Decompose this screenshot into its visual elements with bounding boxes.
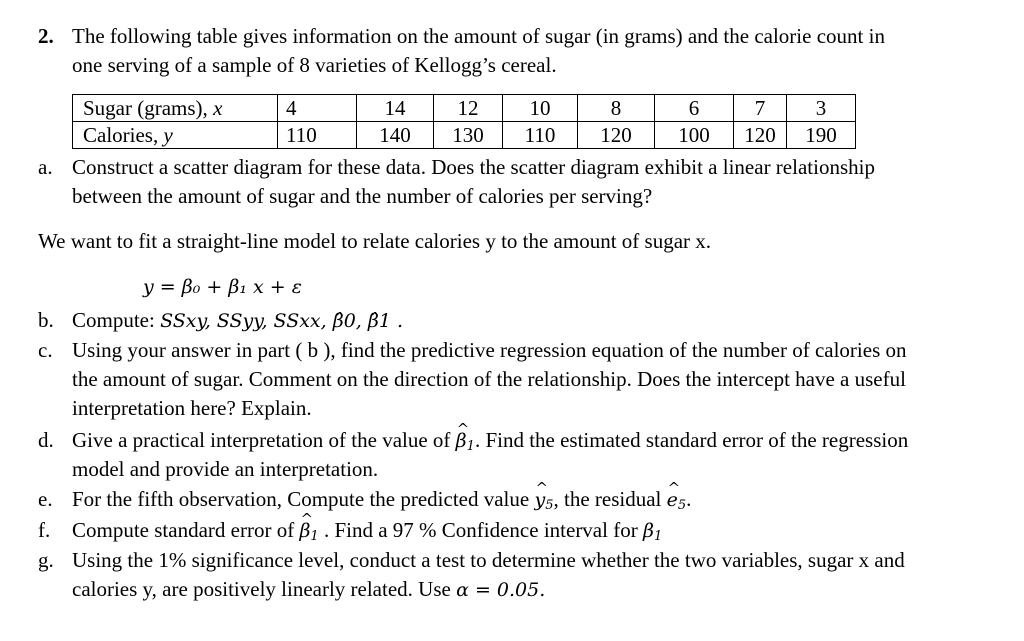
part-c-line3: interpretation here? Explain. [72, 396, 312, 420]
beta1-symbol: $\beta_1$ [642, 520, 663, 544]
part-f-line: Compute standard error of ^ $\beta_1$ . Find a 97 % Confidence interval for $\beta_1$ [72, 517, 662, 550]
part-a-line2: between the amount of sugar and the number of calories per serving? [72, 184, 653, 208]
part-c-marker: c. [38, 338, 53, 362]
part-g-line1: Using the 1% significance level, conduct a test to determine whether the two variables, sugar x and [72, 548, 905, 572]
part-d-line2: model and provide an interpretation. [72, 457, 379, 481]
part-c-line1: Using your answer in part ( b ), find the predictive regression equation of the number of calories on [72, 338, 907, 362]
e5-hat-symbol: ^ $e_5$ [667, 489, 687, 511]
part-d-line1: Give a practical interpretation of the value of ^ $\beta_1$. Find the estimated standard error of the regression [72, 427, 908, 460]
part-b-formula: SSxy, SSyy, SSxx, β̂0, β̂1 . [160, 310, 404, 332]
table-cell: 130 [434, 122, 503, 149]
table-cell: 140 [357, 122, 434, 149]
table-cell: 14 [357, 95, 434, 122]
part-e-line: For the fifth observation, Compute the predicted value ^ $y_5$, the residual ^ $e_5$. [72, 486, 691, 519]
table-cell: 190 [787, 122, 856, 149]
part-b-marker: b. [38, 308, 54, 332]
table-row-calories [73, 122, 856, 149]
model-equation: y = β₀ + β₁ x + ε [143, 276, 302, 298]
table-cell: 110 [503, 122, 578, 149]
table-cell: 7 [734, 95, 787, 122]
data-table [72, 94, 856, 149]
part-a-marker: a. [38, 155, 53, 179]
row-header-sugar: Sugar (grams), x [73, 95, 278, 122]
part-f-marker: f. [38, 518, 51, 542]
question-number: 2. [38, 24, 54, 48]
table-row-sugar [73, 95, 856, 122]
beta1-hat-symbol: ^ $\beta_1$ [299, 520, 318, 542]
table-cell: 6 [655, 95, 734, 122]
table-cell: 100 [655, 122, 734, 149]
part-g-line2: calories y, are positively linearly related. Use α = 0.05. [72, 577, 546, 601]
row-header-calories: Calories, y [73, 122, 278, 149]
table-cell: 120 [734, 122, 787, 149]
y5-hat-symbol: ^ $y_5$ [534, 489, 553, 511]
beta1-hat-symbol: ^ $\beta_1$ [456, 430, 475, 452]
part-g-marker: g. [38, 548, 54, 572]
part-e-marker: e. [38, 487, 53, 511]
table-cell: 12 [434, 95, 503, 122]
question-intro-line2: one serving of a sample of 8 varieties of Kellogg’s cereal. [72, 53, 557, 77]
question-intro-line1: The following table gives information on the amount of sugar (in grams) and the calorie count in [72, 24, 885, 48]
part-b-line [72, 307, 403, 334]
table-cell: 110 [278, 122, 357, 149]
table-cell: 8 [578, 95, 655, 122]
alpha-value: α = 0.05. [456, 579, 546, 601]
table-cell: 10 [503, 95, 578, 122]
part-c-line2: the amount of sugar. Comment on the direction of the relationship. Does the intercept have a useful [72, 367, 906, 391]
part-a-line1: Construct a scatter diagram for these data. Does the scatter diagram exhibit a linear relationship [72, 155, 875, 179]
part-b-text: Compute: [72, 308, 155, 332]
table-cell: 4 [278, 95, 357, 122]
table-cell: 3 [787, 95, 856, 122]
table-cell: 120 [578, 122, 655, 149]
part-d-marker: d. [38, 428, 54, 452]
model-intro: We want to fit a straight-line model to relate calories y to the amount of sugar x. [38, 229, 712, 253]
